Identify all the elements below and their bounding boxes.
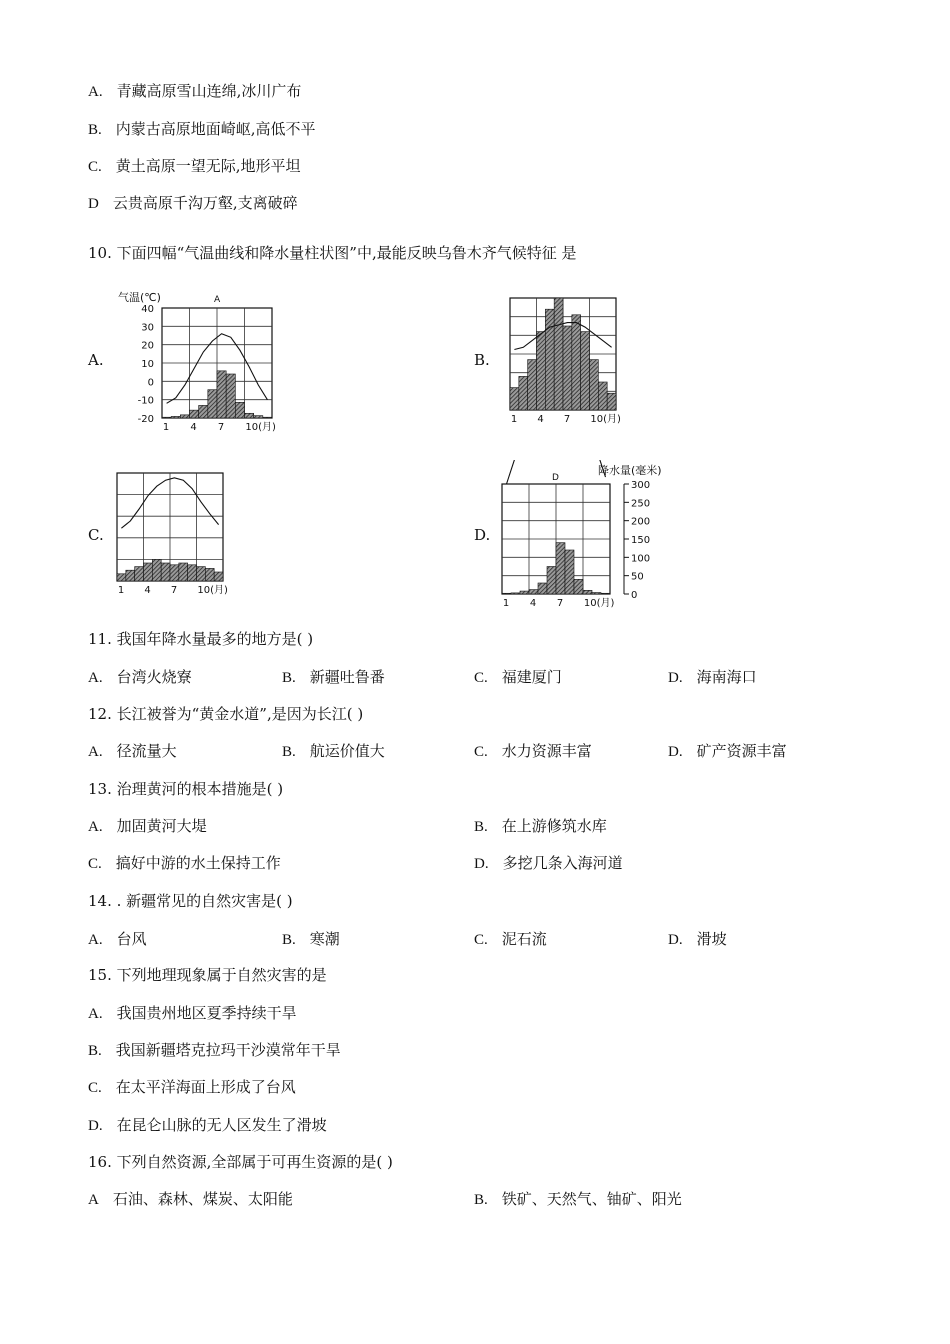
y-tick-label: 100 <box>631 553 651 565</box>
climate-chart-a-svg <box>110 290 300 435</box>
option-text: 石油、森林、煤炭、太阳能 <box>112 1190 293 1208</box>
q10-option-label-d: D. <box>474 526 491 544</box>
precipitation-bar <box>170 565 179 581</box>
option-label: B. <box>88 1043 102 1059</box>
option-label: C. <box>474 932 488 948</box>
option-text: 在太平洋海面上形成了台风 <box>115 1078 296 1096</box>
y-axis-title: 气温(℃) <box>118 291 161 304</box>
option-text: 在昆仑山脉的无人区发生了滑坡 <box>116 1116 327 1134</box>
y-tick-label: 0 <box>147 377 154 389</box>
q16-option-b <box>474 1189 682 1210</box>
precipitation-bar <box>545 309 554 410</box>
q12-option-c <box>474 741 592 762</box>
x-tick-label: 4 <box>190 422 197 433</box>
y-axis-title: 降水量(毫米) <box>598 464 662 477</box>
y-tick-label: 20 <box>141 340 154 352</box>
y-tick-label: 0 <box>631 590 638 601</box>
x-tick-label: 7 <box>170 585 178 596</box>
q13-option-a <box>88 816 207 837</box>
x-tick-label: 7 <box>556 598 564 609</box>
precipitation-bar <box>135 567 144 581</box>
precipitation-bar <box>502 593 511 594</box>
y-tick-label: 40 <box>141 304 154 315</box>
precipitation-bar <box>197 567 206 581</box>
y-tick-label: -10 <box>137 395 154 407</box>
precipitation-bar <box>180 415 189 418</box>
x-tick-label: 4 <box>529 598 537 609</box>
q13-option-b <box>474 816 607 837</box>
q13-option-d <box>474 853 623 874</box>
option-text: 水力资源丰富 <box>501 742 592 760</box>
precipitation-bar <box>563 326 572 410</box>
y-tick-label: -20 <box>137 414 154 425</box>
precipitation-bar <box>572 315 581 410</box>
q10-option-label-a: A. <box>88 351 104 369</box>
option-label: B. <box>88 122 102 138</box>
q11-option-b <box>282 667 385 688</box>
option-text: 新疆吐鲁番 <box>309 668 385 686</box>
precipitation-bar <box>592 593 601 594</box>
q15-option-c <box>88 1077 296 1098</box>
precipitation-bar <box>511 593 520 594</box>
option-text: 泥石流 <box>501 930 547 948</box>
option-label: C. <box>474 744 488 760</box>
option-label: C. <box>88 856 102 872</box>
option-text: 黄土高原一望无际,地形平坦 <box>115 157 301 175</box>
x-tick-label: 10(月) <box>590 414 621 425</box>
y-tick-label: 30 <box>141 322 154 334</box>
q11-option-a <box>88 667 192 688</box>
precipitation-bar <box>520 591 529 594</box>
precipitation-bar <box>598 382 607 410</box>
option-label: C. <box>88 1080 102 1096</box>
precipitation-bar <box>547 567 556 595</box>
q15-option-a <box>88 1003 297 1024</box>
q12-stem: 12. 长江被誉为“黄金水道”,是因为长江( ) <box>88 705 364 723</box>
y-tick-label: 150 <box>631 535 651 546</box>
option-text: 加固黄河大堤 <box>116 817 207 835</box>
climate-chart-c <box>105 465 240 609</box>
precipitation-bar <box>190 410 199 418</box>
climate-chart-d-svg <box>490 460 720 615</box>
option-text: 搞好中游的水土保持工作 <box>115 854 281 872</box>
precipitation-bar <box>528 360 537 410</box>
precipitation-bar <box>188 565 197 581</box>
precipitation-bar <box>556 543 565 594</box>
precipitation-bar <box>510 388 519 410</box>
q11-option-c <box>474 667 562 688</box>
q12-option-a <box>88 741 177 762</box>
x-tick-label: 1 <box>502 598 510 609</box>
option-text: 寒潮 <box>309 930 340 948</box>
precipitation-bar <box>583 590 592 594</box>
precipitation-bar <box>144 563 153 581</box>
q14-option-b <box>282 929 340 950</box>
q9-option-d <box>88 193 298 214</box>
option-text: 矿产资源丰富 <box>696 742 787 760</box>
option-text: 航运价值大 <box>309 742 385 760</box>
q15-option-d <box>88 1115 327 1136</box>
option-label: A. <box>88 84 103 100</box>
climate-chart-b <box>500 290 630 434</box>
option-label: B. <box>282 670 296 686</box>
option-text: 我国新疆塔克拉玛干沙漠常年干旱 <box>115 1041 341 1059</box>
q10-option-label-b: B. <box>474 351 490 369</box>
option-label: C. <box>474 670 488 686</box>
precipitation-bar <box>217 371 226 418</box>
x-tick-label: 10(月) <box>245 422 276 433</box>
x-tick-label: 4 <box>537 414 544 425</box>
option-label: B. <box>282 932 296 948</box>
precipitation-bar <box>263 417 272 418</box>
q12-option-b <box>282 741 385 762</box>
precipitation-bar <box>199 405 208 418</box>
option-text: 云贵高原千沟万壑,支离破碎 <box>112 194 298 212</box>
q16-stem: 16. 下列自然资源,全部属于可再生资源的是( ) <box>88 1153 393 1171</box>
option-label: B. <box>474 819 488 835</box>
q10-stem: 10. 下面四幅“气温曲线和降水量柱状图”中,最能反映乌鲁木齐气候特征 是 <box>88 244 577 262</box>
q9-option-a <box>88 81 301 102</box>
option-label: A. <box>88 932 103 948</box>
precipitation-bar <box>214 572 223 581</box>
x-tick-label: 1 <box>162 422 170 433</box>
precipitation-bar <box>117 574 126 581</box>
option-label: A <box>88 1192 99 1208</box>
climate-chart-a <box>110 290 300 439</box>
precipitation-bar <box>162 417 171 418</box>
climate-chart-d <box>490 460 720 619</box>
q14-option-c <box>474 929 547 950</box>
precipitation-bar <box>537 332 546 410</box>
precipitation-bar <box>581 332 590 410</box>
option-label: A. <box>88 819 103 835</box>
precipitation-bar <box>161 563 170 581</box>
q11-stem: 11. 我国年降水量最多的地方是( ) <box>88 630 314 648</box>
option-text: 台风 <box>116 930 147 948</box>
precipitation-bar <box>590 360 599 410</box>
option-text: 青藏高原雪山连绵,冰川广布 <box>116 82 302 100</box>
x-tick-label: 10(月) <box>583 598 615 609</box>
precipitation-bar <box>126 570 135 581</box>
option-text: 台湾火烧寮 <box>116 668 192 686</box>
precipitation-bar <box>519 376 528 410</box>
x-tick-label: 1 <box>117 585 125 596</box>
x-tick-label: 10(月) <box>197 585 228 596</box>
option-text: 径流量大 <box>116 742 177 760</box>
option-text: 我国贵州地区夏季持续干旱 <box>116 1004 297 1022</box>
q15-stem: 15. 下列地理现象属于自然灾害的是 <box>88 966 327 984</box>
q12-option-d <box>668 741 787 762</box>
option-label: D. <box>474 856 489 872</box>
precipitation-bar <box>226 374 235 418</box>
precipitation-bar <box>245 413 254 418</box>
q13-stem: 13. 治理黄河的根本措施是( ) <box>88 780 284 798</box>
precipitation-bar <box>235 402 244 418</box>
option-text: 海南海口 <box>696 668 757 686</box>
climate-chart-c-svg <box>105 465 240 605</box>
y-tick-label: 50 <box>631 571 644 583</box>
x-tick-label: 7 <box>217 422 225 433</box>
precipitation-bar <box>538 583 547 594</box>
y-tick-label: 200 <box>631 516 651 528</box>
precipitation-bar <box>554 298 563 410</box>
q14-option-d <box>668 929 727 950</box>
option-label: D. <box>668 744 683 760</box>
option-label: B. <box>474 1192 488 1208</box>
precipitation-bar <box>529 590 538 594</box>
precipitation-bar <box>171 416 180 418</box>
q16-option-a <box>88 1189 293 1210</box>
precipitation-bar <box>208 390 217 418</box>
option-text: 滑坡 <box>696 930 727 948</box>
x-tick-label: 7 <box>563 414 571 425</box>
q15-option-b <box>88 1040 341 1061</box>
climate-chart-b-svg <box>500 290 630 430</box>
option-text: 铁矿、天然气、铀矿、阳光 <box>501 1190 682 1208</box>
option-label: D <box>88 196 99 212</box>
y-tick-label: 10 <box>141 359 154 370</box>
option-label: D. <box>668 932 683 948</box>
option-text: 在上游修筑水库 <box>501 817 607 835</box>
y-tick-label: 250 <box>631 498 651 510</box>
precipitation-bar <box>607 393 616 410</box>
option-label: A. <box>88 1006 103 1022</box>
option-label: B. <box>282 744 296 760</box>
precipitation-bar <box>205 568 214 581</box>
precipitation-bar <box>565 550 574 594</box>
q13-option-c <box>88 853 281 874</box>
x-tick-label: 4 <box>144 585 151 596</box>
q9-option-b <box>88 119 316 140</box>
option-label: D. <box>668 670 683 686</box>
option-label: A. <box>88 744 103 760</box>
precipitation-bar <box>574 579 583 594</box>
option-label: A. <box>88 670 103 686</box>
q9-option-c <box>88 156 301 177</box>
option-label: C. <box>88 159 102 175</box>
chart-title: D <box>552 473 559 483</box>
precipitation-bar <box>179 563 188 581</box>
x-tick-label: 1 <box>510 414 518 425</box>
option-text: 多挖几条入海河道 <box>502 854 623 872</box>
q14-option-a <box>88 929 147 950</box>
option-text: 内蒙古高原地面崎岖,高低不平 <box>115 120 316 138</box>
option-label: D. <box>88 1118 103 1134</box>
precipitation-bar <box>601 593 610 594</box>
precipitation-bar <box>152 559 161 581</box>
chart-title: A <box>214 295 221 305</box>
option-text: 福建厦门 <box>501 668 562 686</box>
precipitation-bar <box>254 416 263 418</box>
q14-stem: 14. . 新疆常见的自然灾害是( ) <box>88 892 293 910</box>
q10-option-label-c: C. <box>88 526 104 544</box>
y-tick-label: 300 <box>631 480 651 491</box>
q11-option-d <box>668 667 757 688</box>
